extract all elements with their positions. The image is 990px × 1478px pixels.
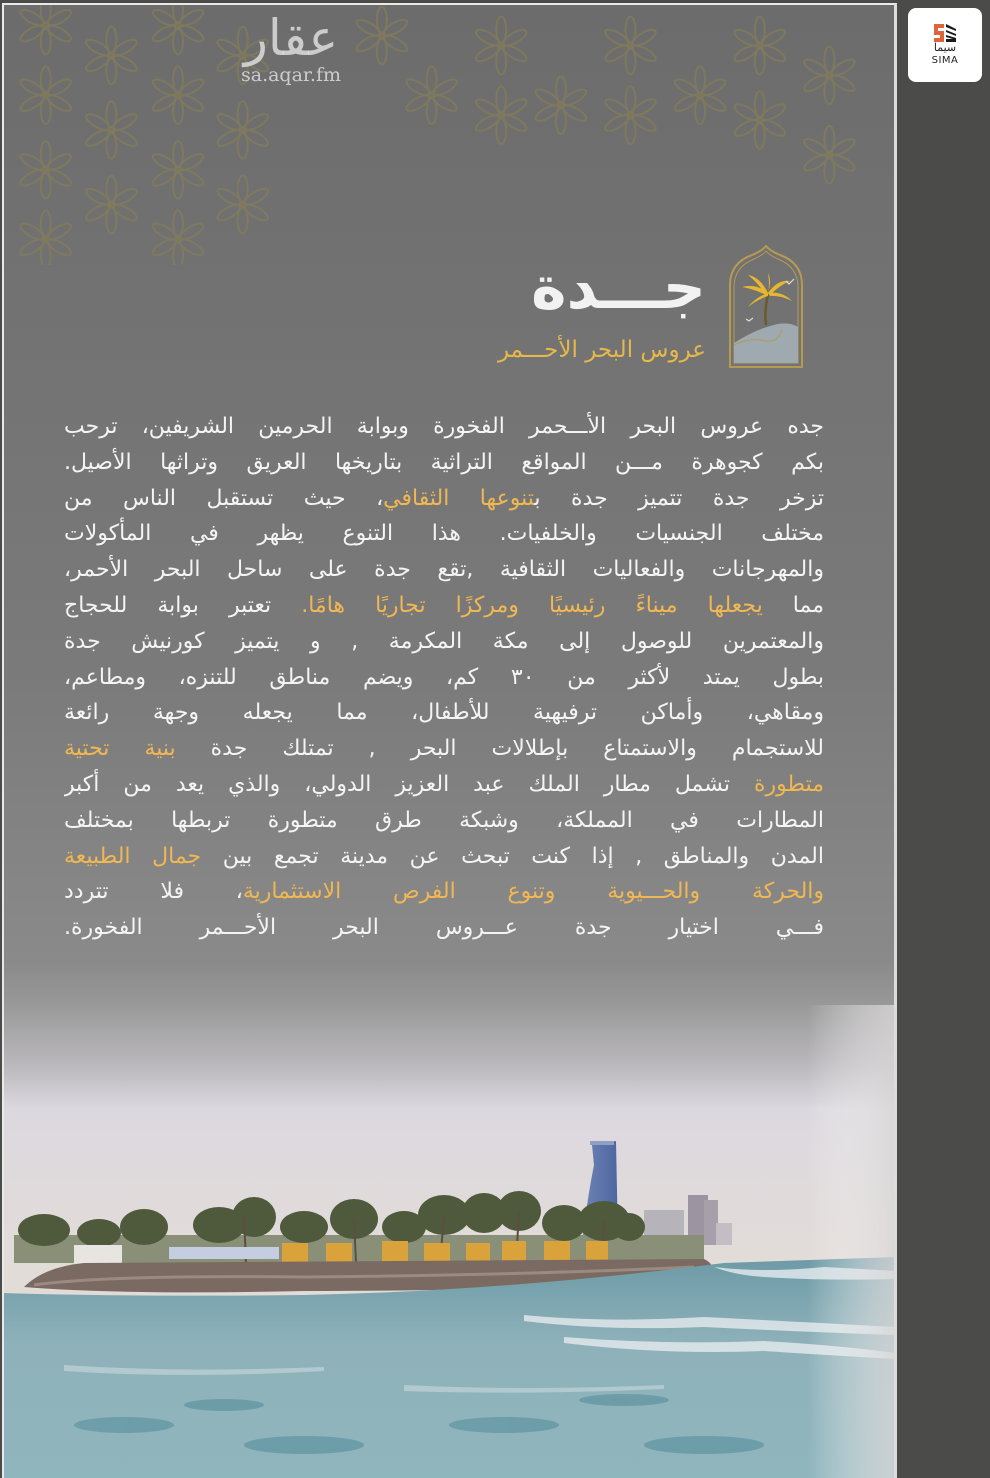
text-segment: المطارات في المملكة، وشبكة طرق متطورة تربطها بمختلف (64, 807, 824, 833)
text-segment: مختلف الجنسيات والخلفيات. هذا التنوع يظهر في المأكولات (64, 521, 824, 547)
paragraph-line (64, 660, 824, 696)
text-segment: ، حيث تستقبل الناس من (64, 485, 384, 511)
text-segment: تشمل مطار الملك عبد العزيز الدولي، والذي يعد من أكبر (64, 771, 754, 797)
text-segment: جده عروس البحر الأـــحمر الفخورة وبوابة الحرمين الشريفين، ترحب (64, 414, 824, 439)
paragraph-line (64, 588, 824, 624)
jeddah-corniche-photo (4, 1005, 896, 1478)
highlighted-phrase: متطورة (754, 771, 824, 797)
text-segment: والمعتمرين للوصول إلى مكة المكرمة , و يتميز كورنيش جدة (64, 628, 824, 654)
aqar-watermark (216, 9, 366, 85)
highlighted-phrase: تنوعها الثقافي (383, 485, 535, 511)
text-segment: مما (762, 592, 824, 618)
description-paragraph (64, 409, 824, 946)
page-title: جـــدة (531, 253, 706, 323)
page-subtitle: عروس البحر الأحـــمر (497, 337, 706, 363)
text-segment: والمهرجانات والفعاليات الثقافية ,تقع جدة على ساحل البحر الأحمر، (64, 557, 824, 583)
brochure-page (2, 3, 897, 1478)
paragraph-line (64, 874, 824, 910)
sima-name-arabic: سيما (933, 41, 957, 54)
text-segment: تعتبر بوابة للحجاج (64, 592, 302, 618)
highlighted-phrase: والحركة والحـــيوية وتنوع الفرص الاستثمارية (242, 879, 824, 905)
paragraph-line (64, 695, 824, 731)
text-segment: بكم كجوهرة مـــن المواقع التراثية بتاريخها العريق وتراثها الأصيل. (64, 449, 824, 475)
floral-pattern-decoration (4, 5, 894, 265)
paragraph-line (64, 481, 824, 517)
paragraph-line (64, 910, 824, 946)
paragraph-line (64, 803, 824, 839)
text-segment: ، فلا تتردد (64, 879, 243, 905)
paragraph-line (64, 552, 824, 588)
text-segment: تزخر جدة تتميز جدة ب (534, 485, 824, 511)
paragraph-line (64, 767, 824, 803)
paragraph-line (64, 731, 824, 767)
sima-app-badge[interactable] (908, 8, 982, 82)
text-segment: فـــي اختيار جدة عـــروس البحر الأحـــمر الفخورة. (64, 915, 824, 941)
title-block (446, 245, 806, 375)
text-segment: بطول يمتد لأكثر من ٣٠ كم، ويضم مناطق للتنزه، ومطاعم، (64, 664, 824, 690)
highlighted-phrase: بنية تحتية (64, 736, 176, 762)
text-segment: للاستجمام والاستمتاع بإطلالات البحر , تمتلك جدة (175, 736, 824, 762)
sima-name-english: SIMA (931, 55, 959, 66)
watermark-brand: عقار (243, 9, 339, 67)
text-segment: المدن والمناطق , إذا كنت تبحث عن مدينة تجمع بين (201, 843, 824, 869)
paragraph-line (64, 445, 824, 481)
highlighted-phrase: يجعلها ميناءً رئيسيًا ومركزًا تجاريًا هامًا. (301, 592, 763, 618)
paragraph-line (64, 409, 824, 445)
palm-tree-emblem-icon (726, 245, 806, 369)
paragraph-line (64, 516, 824, 552)
highlighted-phrase: جمال الطبيعة (64, 843, 202, 869)
watermark-url: sa.aqar.fm (240, 64, 342, 86)
paragraph-line (64, 839, 824, 875)
text-segment: ومقاهي، وأماكن ترفيهية للأطفال، مما يجعله وجهة رائعة (64, 700, 824, 726)
paragraph-line (64, 624, 824, 660)
